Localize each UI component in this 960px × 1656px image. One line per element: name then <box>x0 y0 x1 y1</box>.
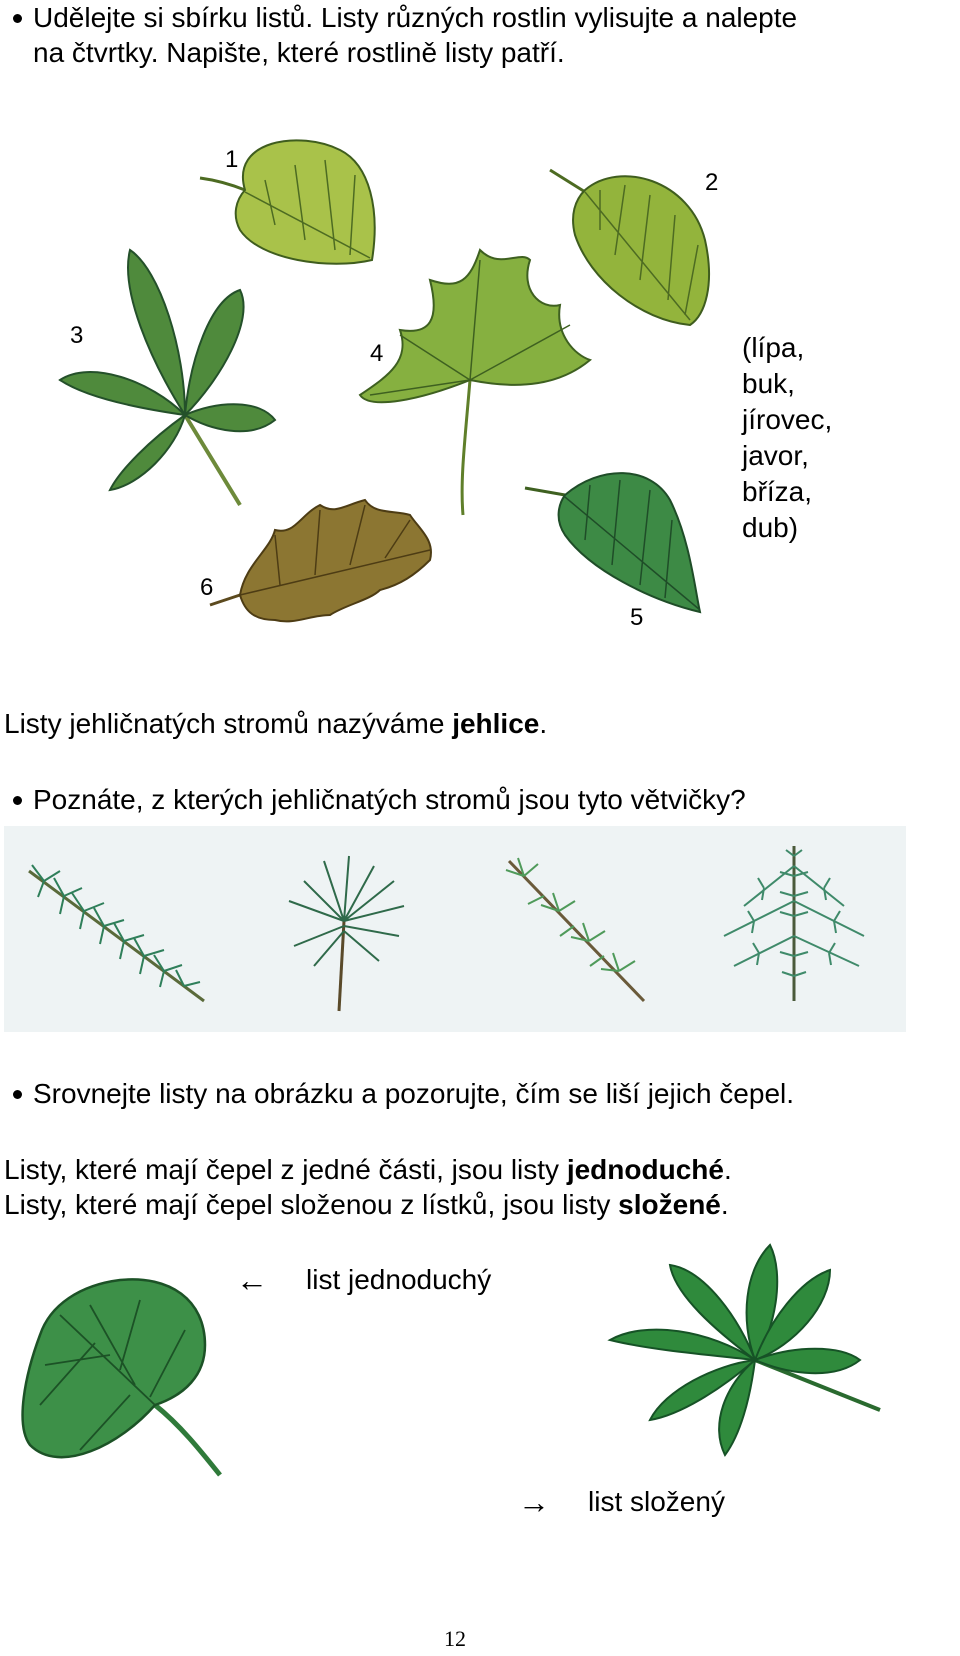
leaf-number-3: 3 <box>70 322 84 349</box>
simple-leaf-definition <box>4 1152 732 1188</box>
option-dub: dub) <box>742 512 799 543</box>
bullet-2 <box>13 796 22 805</box>
leaves-illustration <box>0 120 960 680</box>
intro-line-1: Udělejte si sbírku listů. Listy různých rostlin vylisujte a nalepte <box>33 2 798 33</box>
compare-task: Srovnejte listy na obrázku a pozorujte, čím se liší jejich čepel. <box>33 1078 795 1109</box>
conifer-twigs <box>4 826 906 1032</box>
twig-3-larch <box>506 858 644 1001</box>
compound-term: složené <box>618 1189 721 1220</box>
twig-4-fir <box>724 846 864 1001</box>
leaf-number-1: 1 <box>225 146 239 173</box>
simple-leaf-label: list jednoduchý <box>306 1264 492 1295</box>
intro-line-2: na čtvrtky. Napište, které rostlině listy patří. <box>33 37 565 68</box>
compound-leaf-label: list složený <box>588 1486 725 1517</box>
option-buk: buk, <box>742 368 795 399</box>
needles-sentence-prefix: Listy jehličnatých stromů nazýváme <box>4 708 453 739</box>
simple-definition-suffix: . <box>723 1154 732 1185</box>
leaf-2-beech <box>550 170 709 325</box>
leaf-number-2: 2 <box>705 169 719 196</box>
compound-leaf-definition <box>4 1187 729 1223</box>
leaf-number-6: 6 <box>200 574 214 601</box>
compound-definition-suffix: . <box>720 1189 729 1220</box>
right-arrow: → <box>518 1484 550 1520</box>
leaf-3-horse-chestnut <box>60 250 275 505</box>
compound-definition-prefix: Listy, které mají čepel složenou z lístků, jsou listy <box>4 1189 619 1220</box>
simple-leaf-illustration <box>20 1275 250 1485</box>
simple-term: jednoduché <box>566 1154 724 1185</box>
bullet-1 <box>13 14 22 23</box>
needles-term: jehlice <box>452 708 540 739</box>
leaf-4-maple <box>360 250 590 515</box>
option-javor: javor, <box>742 440 809 471</box>
option-briza: bříza, <box>742 476 813 507</box>
option-jirovec: jírovec, <box>742 404 833 435</box>
conifers-question: Poznáte, z kterých jehličnatých stromů jsou tyto větvičky? <box>33 784 746 815</box>
leaf-5-birch <box>525 473 700 612</box>
bullet-3 <box>13 1090 22 1099</box>
twig-2-pine <box>289 856 404 1011</box>
simple-definition-prefix: Listy, které mají čepel z jedné části, jsou listy <box>4 1154 567 1185</box>
leaf-number-5: 5 <box>630 604 644 631</box>
option-lipa: (lípa, <box>742 332 805 363</box>
compound-leaf-illustration <box>600 1240 890 1460</box>
page-number: 12 <box>444 1626 466 1651</box>
needles-sentence <box>4 706 547 742</box>
needles-sentence-suffix: . <box>539 708 548 739</box>
leaf-6-oak <box>210 500 431 621</box>
left-arrow: ← <box>236 1262 268 1298</box>
leaf-number-4: 4 <box>370 340 384 367</box>
twig-1-spruce <box>29 865 204 1001</box>
